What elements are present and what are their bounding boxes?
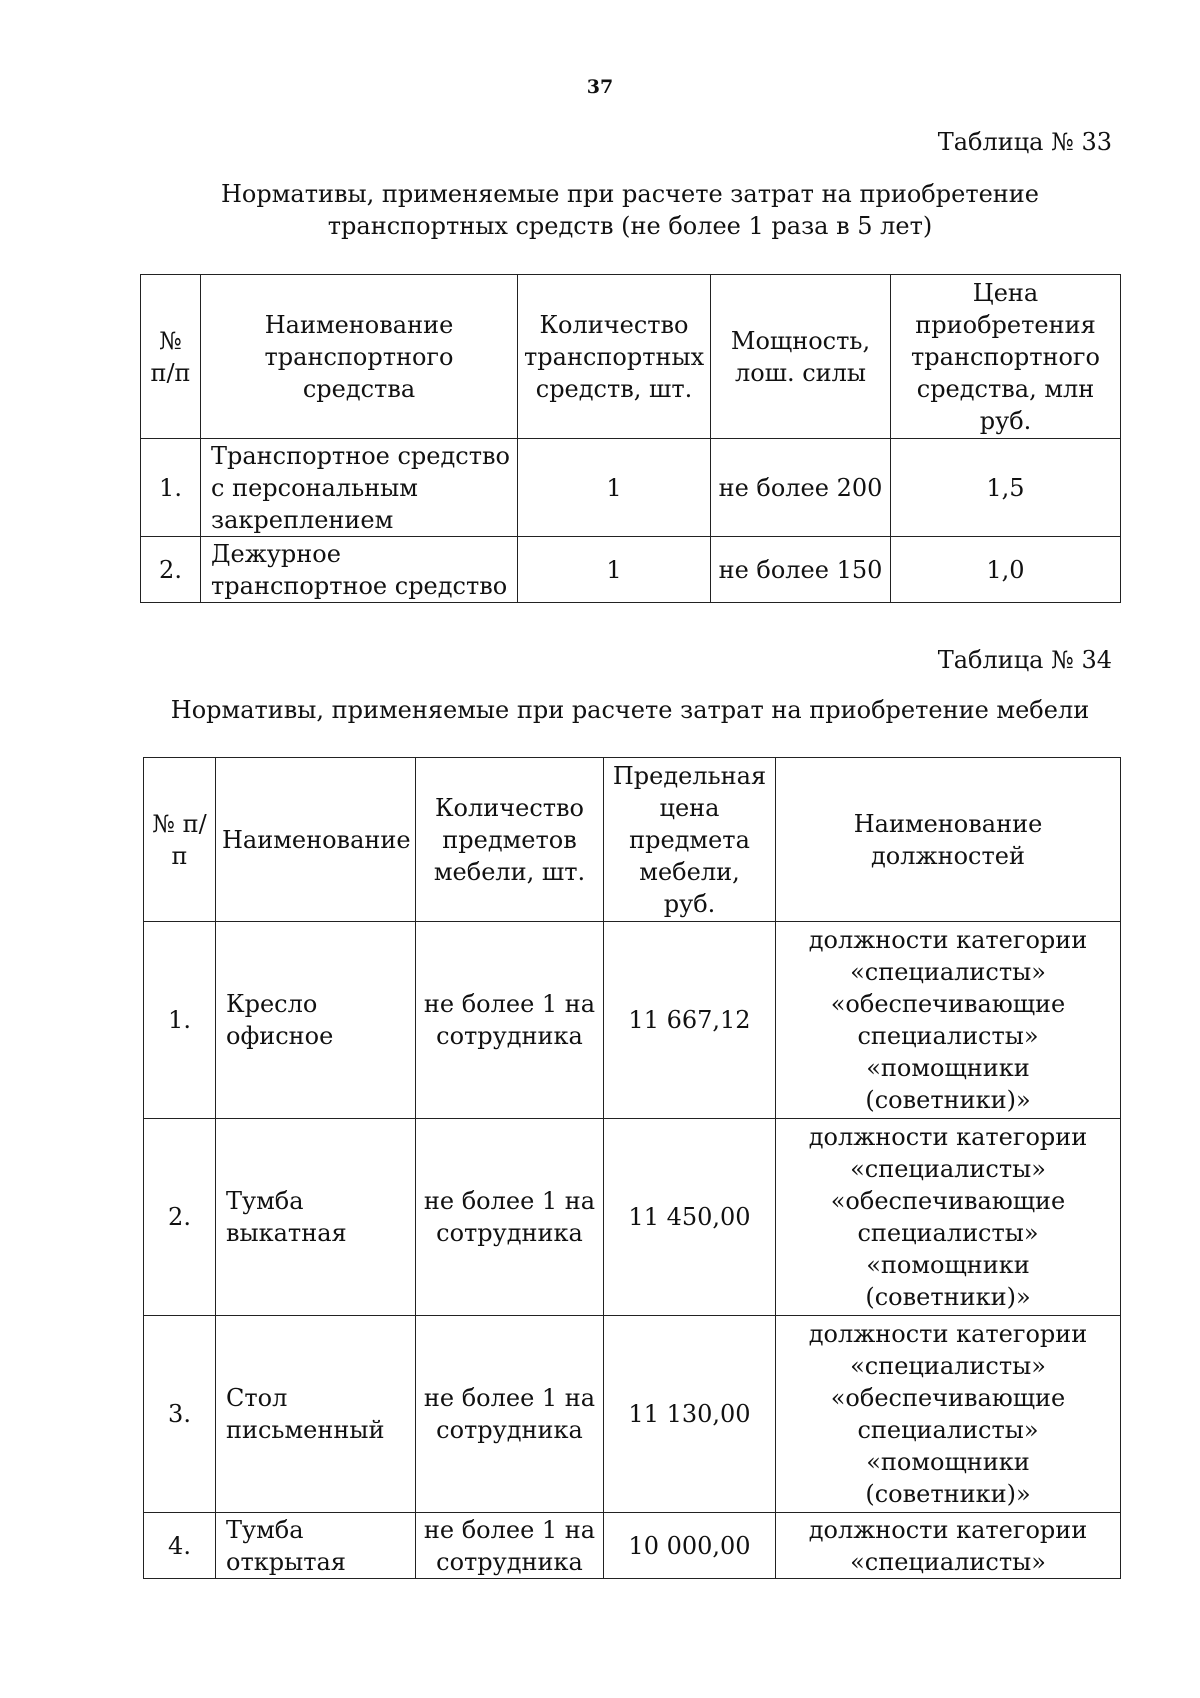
row-price: 1,0 (891, 537, 1121, 603)
position-line: должности категории (808, 1320, 1088, 1348)
row-power: не более 200 (711, 439, 891, 537)
table-34 (143, 757, 1121, 1579)
position-line: специалисты» (857, 1022, 1039, 1050)
position-line: «специалисты» (850, 958, 1046, 986)
row-name: Тумба открытая (216, 1513, 416, 1579)
header-name: Наименование транспортного средства (201, 275, 518, 439)
header-power: Мощность, лош. силы (711, 275, 891, 439)
row-qty: не более 1 на сотрудника (416, 1119, 604, 1316)
row-positions (776, 922, 1121, 1119)
row-price: 11 450,00 (604, 1119, 776, 1316)
row-qty: 1 (518, 537, 711, 603)
page-number: 37 (586, 76, 614, 98)
row-qty: 1 (518, 439, 711, 537)
header-qty: Количество предметов мебели, шт. (416, 758, 604, 922)
header-name: Наименование (216, 758, 416, 922)
table-row (141, 439, 1121, 537)
row-num: 1. (141, 439, 201, 537)
table-row (144, 1316, 1121, 1513)
row-qty: не более 1 на сотрудника (416, 1316, 604, 1513)
header-qty: Количество транспортных средств, шт. (518, 275, 711, 439)
row-power: не более 150 (711, 537, 891, 603)
position-line: должности категории (808, 1515, 1088, 1544)
row-name: Кресло офисное (216, 922, 416, 1119)
row-name: Дежурное транспортное средство (201, 537, 518, 603)
position-line: «специалисты» (850, 1547, 1046, 1576)
position-line: (советники)» (865, 1086, 1031, 1114)
position-line: «специалисты» (850, 1155, 1046, 1183)
row-qty: не более 1 на сотрудника (416, 922, 604, 1119)
header-positions: Наименование должностей (776, 758, 1121, 922)
header-num: № п/п (141, 275, 201, 439)
position-line: «обеспечивающие (830, 990, 1066, 1018)
table-34-header-row (144, 758, 1121, 922)
position-line: должности категории (808, 1123, 1088, 1151)
header-num: № п/п (144, 758, 216, 922)
row-price: 10 000,00 (604, 1513, 776, 1579)
row-num: 3. (144, 1316, 216, 1513)
position-line: «помощники (866, 1054, 1030, 1082)
position-line: «специалисты» (850, 1352, 1046, 1380)
row-price: 1,5 (891, 439, 1121, 537)
row-name: Транспортное средство с персональным закреплением (201, 439, 518, 537)
row-num: 2. (141, 537, 201, 603)
table-row (144, 922, 1121, 1119)
table-row (144, 1119, 1121, 1316)
row-num: 2. (144, 1119, 216, 1316)
table-row (144, 1513, 1121, 1579)
table-33-title: Нормативы, применяемые при расчете затрат на приобретение транспортных средств (не более 1 раза в 5 лет) (221, 180, 1039, 240)
row-positions (776, 1119, 1121, 1316)
position-line: (советники)» (865, 1283, 1031, 1311)
row-positions (776, 1513, 1121, 1579)
header-price: Цена приобретения транспортного средства, млн руб. (891, 275, 1121, 439)
row-positions (776, 1316, 1121, 1513)
table-33 (140, 274, 1121, 603)
row-num: 1. (144, 922, 216, 1119)
position-line: «помощники (866, 1251, 1030, 1279)
position-line: специалисты» (857, 1219, 1039, 1247)
position-line: «обеспечивающие (830, 1384, 1066, 1412)
position-line: должности категории (808, 926, 1088, 954)
row-price: 11 667,12 (604, 922, 776, 1119)
table-row (141, 537, 1121, 603)
table-34-title: Нормативы, применяемые при расчете затрат на приобретение мебели (170, 696, 1090, 724)
header-price: Предельная цена предмета мебели, руб. (604, 758, 776, 922)
table-33-header-row (141, 275, 1121, 439)
row-price: 11 130,00 (604, 1316, 776, 1513)
position-line: (советники)» (865, 1480, 1031, 1508)
position-line: «обеспечивающие (830, 1187, 1066, 1215)
table-34-label: Таблица № 34 (937, 646, 1112, 674)
position-line: специалисты» (857, 1416, 1039, 1444)
row-qty: не более 1 на сотрудника (416, 1513, 604, 1579)
row-name: Стол письменный (216, 1316, 416, 1513)
row-num: 4. (144, 1513, 216, 1579)
table-33-label: Таблица № 33 (937, 128, 1112, 156)
row-name: Тумба выкатная (216, 1119, 416, 1316)
position-line: «помощники (866, 1448, 1030, 1476)
